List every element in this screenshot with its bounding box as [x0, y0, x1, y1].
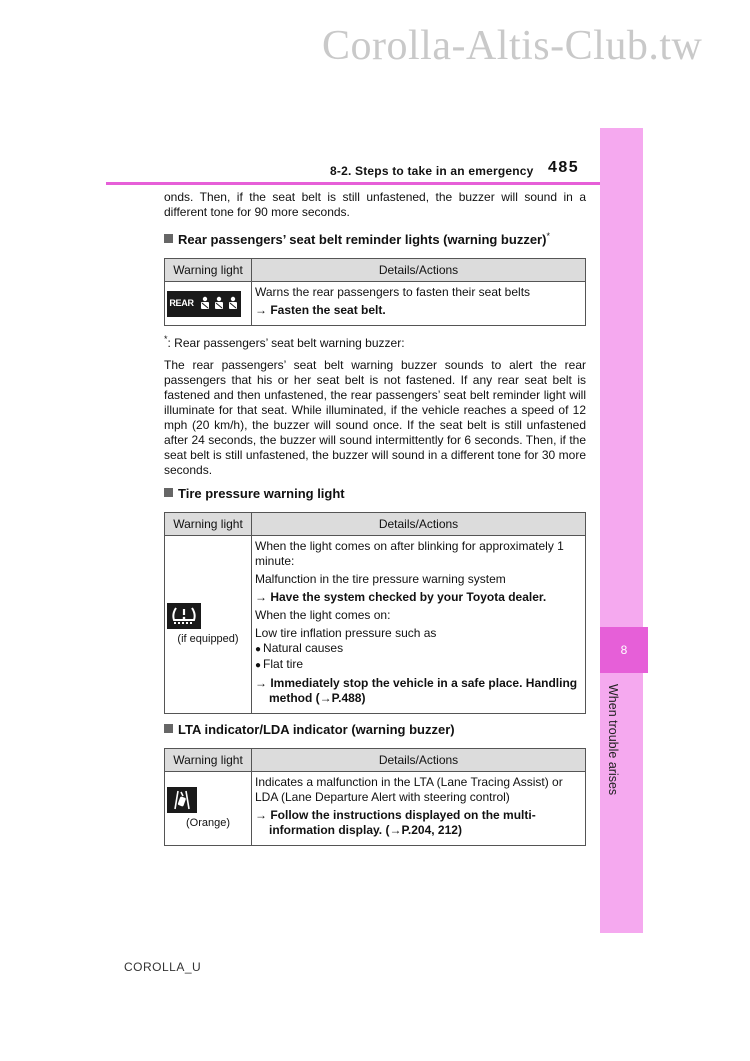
table-row [165, 282, 586, 326]
page-content [164, 190, 586, 852]
rear-action: → Fasten the seat belt. [255, 303, 386, 317]
intro-paragraph: onds. Then, if the seat belt is still unfastened, the buzzer will sound in a different tone for 90 more seconds. [164, 190, 586, 219]
list-item: ● Flat tire [255, 657, 582, 673]
rear-warning-table [164, 258, 586, 326]
lta-lda-indicator-icon [167, 787, 197, 813]
seat-icons [199, 296, 239, 312]
section-heading: 8-2. Steps to take in an emergency [330, 164, 534, 178]
watermark: Corolla-Altis-Club.tw [322, 23, 703, 69]
lta-warning-table [164, 748, 586, 846]
lta-section-title: LTA indicator/LDA indicator (warning buzzer) [164, 722, 586, 738]
tire-pressure-warning-icon [167, 603, 201, 629]
rear-seat-belt-warning-icon: REAR [167, 291, 241, 317]
rear-paragraph: The rear passengers’ seat belt warning buzzer sounds to alert the rear passengers that his or her seat belt is not fastened. If any rear seat belt is fastened and then unfastened, the rear passengers’ seat belt reminder light will illuminate for that seat. While illuminated, if the vehicle reaches a speed of 12 mph (20 km/h), the buzzer will sound once. If the seat belt is still unfastened after 24 seconds, the buzzer will sound intermittently for 6 seconds. Then, if the seat belt is still unfastened, the buzzer will sound in a different tone for 30 more seconds. [164, 358, 586, 477]
tire-warning-table [164, 512, 586, 714]
rear-section-title: Rear passengers’ seat belt reminder lights (warning buzzer)* [164, 228, 586, 248]
rear-footnote: *: Rear passengers’ seat belt warning buzzer: [164, 334, 405, 350]
rear-detail: Warns the rear passengers to fasten their seat belts [255, 285, 531, 299]
square-bullet-icon [164, 488, 173, 497]
table-header-details: Details/Actions [252, 513, 586, 536]
table-header-warning: Warning light [165, 749, 252, 772]
table-header-warning: Warning light [165, 513, 252, 536]
tire-section-title: Tire pressure warning light [164, 486, 586, 502]
tire-line-2: Malfunction in the tire pressure warning system [255, 572, 506, 586]
chapter-title-tab: When trouble arises [606, 684, 620, 796]
tire-line-3: When the light comes on: [255, 608, 391, 622]
list-item: ● Natural causes [255, 641, 582, 657]
tire-line-4: Low tire inflation pressure such as [255, 626, 437, 640]
square-bullet-icon [164, 724, 173, 733]
lta-detail: Indicates a malfunction in the LTA (Lane Tracing Assist) or LDA (Lane Departure Alert with steering control) [255, 775, 563, 804]
table-header-warning: Warning light [165, 259, 252, 282]
table-header-details: Details/Actions [252, 749, 586, 772]
icon-caption: (Orange) [185, 816, 231, 829]
header-rule [106, 182, 600, 185]
tire-action-2: → Immediately stop the vehicle in a safe place. Handling method (→P.488) [255, 676, 578, 705]
page-number: 485 [548, 159, 580, 176]
chapter-number-tab: 8 [600, 627, 648, 673]
square-bullet-icon [164, 234, 173, 243]
table-header-details: Details/Actions [252, 259, 586, 282]
tire-line-1: When the light comes on after blinking for approximately 1 minute: [255, 539, 564, 568]
chapter-side-bar [600, 128, 643, 933]
tire-action-1: → Have the system checked by your Toyota dealer. [255, 590, 547, 604]
footer-model-code: COROLLA_U [124, 960, 202, 974]
table-row [165, 536, 586, 714]
lta-action: → Follow the instructions displayed on the multi-information display. (→P.204, 212) [255, 808, 536, 837]
table-row [165, 772, 586, 846]
icon-caption: (if equipped) [177, 632, 239, 645]
